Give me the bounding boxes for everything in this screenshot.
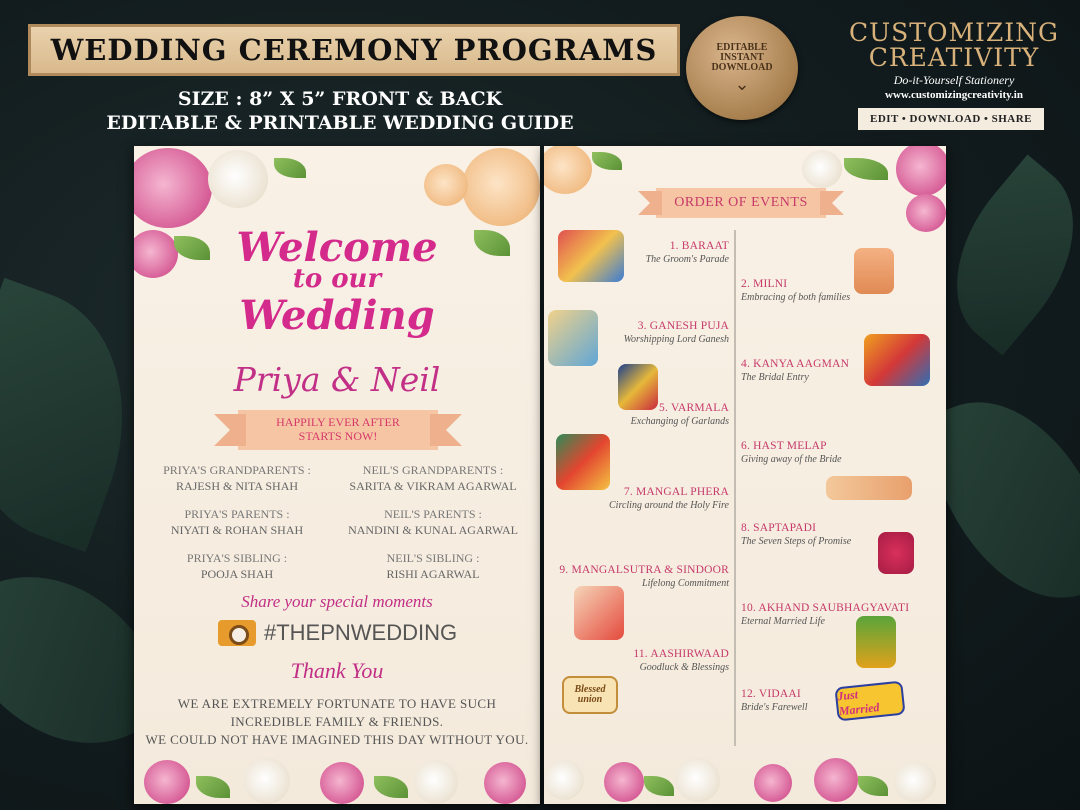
timeline-line (734, 230, 736, 746)
family-entry (142, 506, 332, 538)
rose-decoration (894, 762, 936, 802)
family-name: RISHI AGARWAL (386, 567, 480, 581)
event-item (741, 602, 926, 628)
family-entry (338, 550, 528, 582)
family-label: NEIL'S SIBLING : (386, 551, 480, 565)
event-description: Bride's Farewell (741, 702, 808, 713)
rose-decoration (896, 146, 946, 196)
event-title: 12. VIDAAI (741, 688, 801, 700)
event-item (741, 278, 926, 304)
program-front-card (134, 146, 540, 804)
rose-decoration (484, 762, 526, 804)
rose-decoration (134, 148, 212, 228)
rose-decoration (414, 760, 458, 804)
rose-decoration (814, 758, 858, 802)
event-title: 9. MANGALSUTRA & SINDOOR (559, 564, 729, 576)
leaf-decoration (274, 158, 306, 178)
hast-melap-illustration (826, 476, 912, 500)
doli-illustration (864, 334, 930, 386)
family-name: POOJA SHAH (200, 567, 274, 581)
family-name: RAJESH & NITA SHAH (175, 479, 299, 493)
event-description: Giving away of the Bride (741, 454, 842, 465)
event-description: Embracing of both families (741, 292, 851, 303)
family-name: NANDINI & KUNAL AGARWAL (348, 523, 518, 537)
event-item (741, 440, 926, 466)
mangalsutra-illustration (574, 586, 624, 640)
rose-decoration (754, 764, 792, 802)
title-banner (28, 24, 680, 76)
family-label: PRIYA'S PARENTS : (184, 507, 290, 521)
brand-tagline: Do-it-Yourself Stationery (893, 73, 1015, 87)
varmala-illustration (618, 364, 658, 410)
mangal-phera-illustration (556, 434, 610, 490)
event-title: 2. MILNI (741, 278, 788, 290)
family-entry (142, 462, 332, 494)
family-label: NEIL'S GRANDPARENTS : (362, 463, 504, 477)
event-description: Goodluck & Blessings (639, 662, 729, 673)
event-title: 4. KANYA AAGMAN (741, 358, 850, 370)
size-line: SIZE : 8” X 5” FRONT & BACK (177, 88, 503, 110)
family-entry (142, 550, 332, 582)
event-item (544, 564, 729, 590)
event-description: The Seven Steps of Promise (741, 536, 852, 547)
footprints-icon (878, 532, 914, 574)
event-description: The Groom's Parade (645, 254, 729, 265)
event-title: 8. SAPTAPADI (741, 522, 817, 534)
event-description: Exchanging of Garlands (630, 416, 729, 427)
brand-name-line1: CUSTOMIZING (848, 18, 1060, 47)
rose-decoration (544, 760, 584, 800)
event-description: Circling around the Holy Fire (609, 500, 729, 511)
rose-decoration (906, 194, 946, 232)
kalash-icon (856, 616, 896, 668)
thank-you-note: WE ARE EXTREMELY FORTUNATE TO HAVE SUCH (177, 696, 497, 711)
rose-decoration (320, 762, 364, 804)
program-back-card (544, 146, 946, 804)
leaf-decoration (592, 152, 622, 170)
brand-actions: EDIT • DOWNLOAD • SHARE (858, 108, 1044, 130)
thank-you-heading: Thank You (290, 658, 384, 683)
event-description: Worshipping Lord Ganesh (623, 334, 729, 345)
ribbon-line: STARTS NOW! (298, 429, 378, 443)
just-married-text: Just Married (836, 687, 881, 719)
event-title: 1. BARAAT (669, 240, 729, 252)
namaste-hands-icon (854, 248, 894, 294)
event-title: 3. GANESH PUJA (637, 320, 729, 332)
event-title: 11. AASHIRWAAD (633, 648, 729, 660)
hashtag-row (218, 620, 478, 646)
ganesh-illustration (548, 310, 598, 366)
event-title: 6. HAST MELAP (741, 440, 827, 452)
family-label: PRIYA'S SIBLING : (186, 551, 288, 565)
event-description: Lifelong Commitment (642, 578, 729, 589)
subtitle: EDITABLE & PRINTABLE WEDDING GUIDE (106, 112, 574, 134)
ribbon-line: HAPPILY EVER AFTER (276, 415, 400, 429)
family-name: NIYATI & ROHAN SHAH (170, 523, 304, 537)
family-entry (338, 506, 528, 538)
family-label: NEIL'S PARENTS : (384, 507, 482, 521)
family-label: PRIYA'S GRANDPARENTS : (163, 463, 311, 477)
event-title: 5. VARMALA (659, 402, 729, 414)
brand-name-line2: CREATIVITY (868, 43, 1040, 72)
instant-download-seal (686, 16, 798, 120)
leaf-decoration (858, 776, 888, 796)
rose-decoration (802, 150, 842, 188)
leaf-decoration (644, 776, 674, 796)
welcome-text: Wedding (239, 292, 435, 339)
event-title: 10. AKHAND SAUBHAGYAVATI (741, 602, 910, 614)
chevron-down-icon: ⌄ (734, 74, 750, 94)
hashtag: #THEPNWEDDING (264, 620, 458, 645)
order-of-events-heading: ORDER OF EVENTS (656, 188, 826, 218)
leaf-decoration (374, 776, 408, 798)
blessed-union-text: Blessed union (574, 684, 606, 705)
rose-decoration (144, 760, 190, 804)
family-entry (338, 462, 528, 494)
page-title: WEDDING CEREMONY PROGRAMS (50, 33, 658, 67)
event-item (544, 648, 729, 674)
rose-decoration (544, 146, 592, 194)
rose-decoration (462, 148, 540, 226)
family-name: SARITA & VIKRAM AGARWAL (349, 479, 517, 493)
event-description: Eternal Married Life (741, 616, 825, 627)
welcome-text: to our (292, 264, 382, 294)
rose-decoration (604, 762, 644, 802)
rose-decoration (244, 758, 290, 804)
brand-logo (844, 20, 1064, 101)
camera-icon (218, 620, 256, 646)
seal-text: EDITABLE INSTANT DOWNLOAD (711, 42, 773, 73)
leaf-decoration (844, 158, 888, 180)
baraat-illustration (558, 230, 624, 282)
leaf-decoration (196, 776, 230, 798)
blessed-union-sticker (562, 676, 618, 714)
rose-decoration (424, 164, 468, 206)
event-description: The Bridal Entry (741, 372, 809, 383)
couple-names: Priya & Neil (233, 360, 441, 399)
event-title: 7. MANGAL PHERA (623, 486, 729, 498)
thank-you-note: INCREDIBLE FAMILY & FRIENDS. (230, 714, 444, 729)
rose-decoration (676, 758, 720, 802)
brand-url: www.customizingcreativity.in (885, 89, 1023, 101)
share-heading: Share your special moments (241, 592, 433, 611)
welcome-text: Welcome (236, 224, 438, 271)
tagline-ribbon (238, 410, 438, 450)
thank-you-note: WE COULD NOT HAVE IMAGINED THIS DAY WITHOUT YOU. (145, 732, 529, 747)
just-married-sticker (834, 681, 905, 722)
rose-decoration (208, 150, 268, 208)
